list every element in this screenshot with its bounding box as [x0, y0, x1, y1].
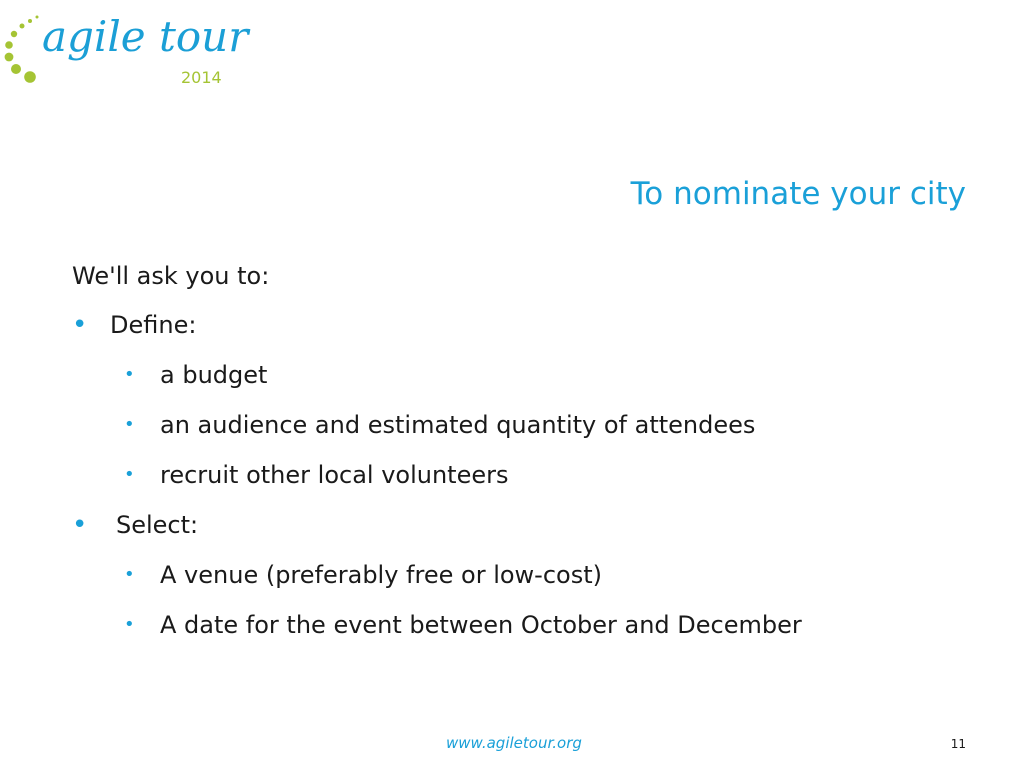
bullet-dot-icon: •	[124, 364, 135, 385]
sub-bullet	[72, 450, 972, 500]
bullet-select	[72, 500, 972, 550]
slide-body	[72, 252, 972, 650]
bullet-dot-icon: •	[124, 464, 135, 485]
page-number: 11	[950, 737, 966, 751]
agile-tour-logo	[0, 8, 249, 90]
logo-year: 2014	[181, 68, 222, 87]
bullet-define	[72, 300, 972, 350]
dotted-arc-icon	[0, 8, 40, 90]
bullet-label: Select:	[116, 511, 199, 539]
intro-text: We'll ask you to:	[72, 262, 270, 290]
bullet-dot-icon: •	[72, 510, 88, 540]
bullet-label: Define:	[110, 311, 197, 339]
bullet-dot-icon: •	[124, 614, 135, 635]
logo-name: agile tour	[42, 12, 249, 61]
bullet-dot-icon: •	[124, 414, 135, 435]
sub-bullet-text: a budget	[160, 361, 268, 389]
sub-bullet	[72, 550, 972, 600]
bullet-dot-icon: •	[72, 310, 88, 340]
sub-bullet-text: A date for the event between October and December	[160, 611, 802, 639]
sub-bullet-text: A venue (preferably free or low-cost)	[160, 561, 602, 589]
sub-bullet	[72, 350, 972, 400]
footer-url-link[interactable]: www.agiletour.org	[446, 734, 582, 752]
sub-bullet	[72, 600, 972, 650]
sub-bullet	[72, 400, 972, 450]
bullet-dot-icon: •	[124, 564, 135, 585]
sub-bullet-text: recruit other local volunteers	[160, 461, 509, 489]
slide-title: To nominate your city	[630, 176, 966, 212]
sub-bullet-text: an audience and estimated quantity of attendees	[160, 411, 756, 439]
